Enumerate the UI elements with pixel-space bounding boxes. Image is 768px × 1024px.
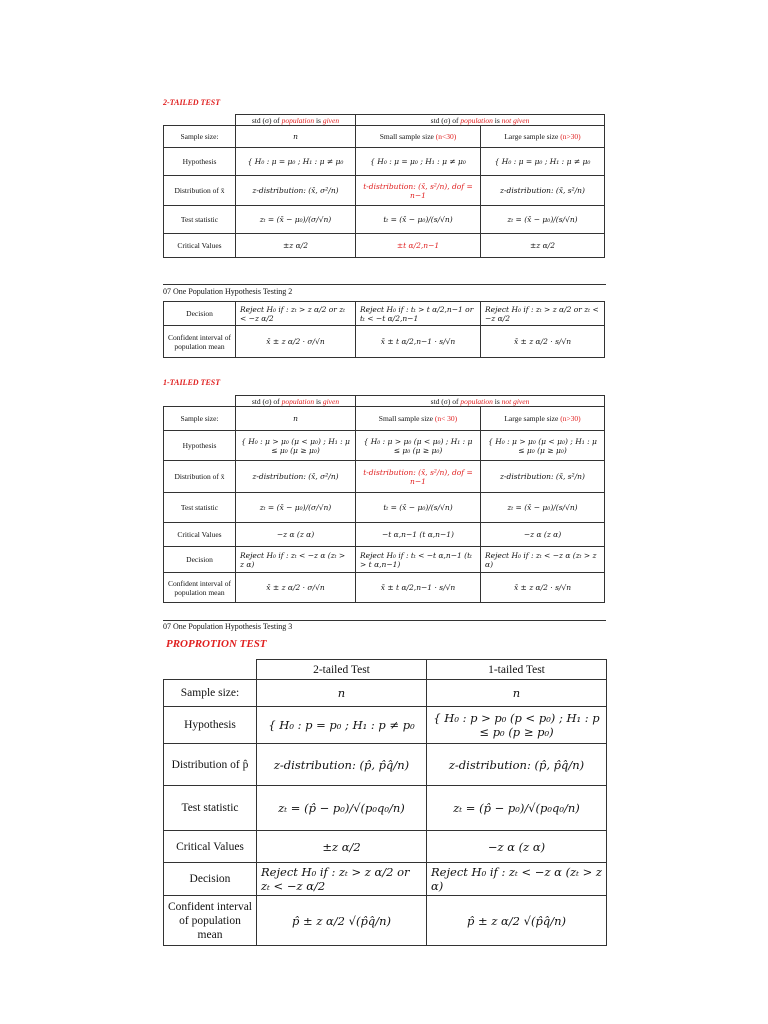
cell-large-sample: Large sample size (n>30) bbox=[481, 407, 605, 431]
cell-test-statistic: tₜ = (x̄ − μ₀)/(s/√n) bbox=[356, 493, 481, 523]
cell-test-statistic: zₜ = (p̂ − p₀)/√(p₀q₀/n) bbox=[427, 786, 607, 831]
header-given: std (σ) of population is given bbox=[236, 115, 356, 126]
cell-hypothesis: { H₀ : μ = μ₀ ; H₁ : μ ≠ μ₀ bbox=[356, 148, 481, 176]
row-label: Confident interval of population mean bbox=[164, 326, 236, 358]
cell-hypothesis: { H₀ : μ > μ₀ (μ < μ₀) ; H₁ : μ ≤ μ₀ (μ ≥ μ₀) bbox=[481, 431, 605, 461]
row-label: Hypothesis bbox=[164, 707, 257, 744]
cell-decision: Reject H₀ if : tₜ > t α/2,n−1 or tₜ < −t α/2,n−1 bbox=[356, 302, 481, 326]
page-divider bbox=[163, 620, 606, 621]
cell-sample-size: n bbox=[427, 680, 607, 707]
row-label: Decision bbox=[164, 863, 257, 896]
cell-distribution: t-distribution: (x̄, s²/n), dof = n−1 bbox=[356, 461, 481, 493]
row-label: Sample size: bbox=[164, 680, 257, 707]
row-label: Sample size: bbox=[164, 126, 236, 148]
cell-distribution: z-distribution: (x̄, σ²/n) bbox=[236, 461, 356, 493]
cell-critical-values: ±z α/2 bbox=[257, 831, 427, 863]
cell-test-statistic: zₜ = (x̄ − μ₀)/(s/√n) bbox=[481, 206, 605, 234]
cell-critical-values: −t α,n−1 (t α,n−1) bbox=[356, 523, 481, 547]
cell-critical-values: −z α (z α) bbox=[481, 523, 605, 547]
cell-distribution: z-distribution: (p̂, p̂q̂/n) bbox=[257, 744, 427, 786]
cell-decision: Reject H₀ if : zₜ < −z α (zₜ > z α) bbox=[427, 863, 607, 896]
cell-critical-values: ±z α/2 bbox=[236, 234, 356, 258]
cell-decision: Reject H₀ if : zₜ > z α/2 or zₜ < −z α/2 bbox=[236, 302, 356, 326]
corner-cell bbox=[164, 660, 257, 680]
row-label: Hypothesis bbox=[164, 148, 236, 176]
cell-hypothesis: { H₀ : p > p₀ (p < p₀) ; H₁ : p ≤ p₀ (p ≥ p₀) bbox=[427, 707, 607, 744]
cell-confidence-interval: x̄ ± t α/2,n−1 · s/√n bbox=[356, 573, 481, 603]
cell-decision: Reject H₀ if : tₜ < −t α,n−1 (tₜ > t α,n−1) bbox=[356, 547, 481, 573]
cell-critical-values: −z α (z α) bbox=[427, 831, 607, 863]
two-tailed-continued-table bbox=[163, 301, 605, 358]
cell-distribution: z-distribution: (x̄, σ²/n) bbox=[236, 176, 356, 206]
two-tailed-table bbox=[163, 114, 605, 258]
two-tailed-title: 2-TAILED TEST bbox=[163, 98, 221, 107]
cell-decision: Reject H₀ if : zₜ > z α/2 or zₜ < −z α/2 bbox=[257, 863, 427, 896]
cell-distribution: z-distribution: (x̄, s²/n) bbox=[481, 176, 605, 206]
cell-sample-size: n bbox=[257, 680, 427, 707]
cell-distribution: t-distribution: (x̄, s²/n), dof = n−1 bbox=[356, 176, 481, 206]
row-label: Test statistic bbox=[164, 206, 236, 234]
header-not-given: std (σ) of population is not given bbox=[356, 115, 605, 126]
cell-decision: Reject H₀ if : zₜ < −z α (zₜ > z α) bbox=[236, 547, 356, 573]
cell-test-statistic: zₜ = (x̄ − μ₀)/(s/√n) bbox=[481, 493, 605, 523]
cell-hypothesis: { H₀ : μ = μ₀ ; H₁ : μ ≠ μ₀ bbox=[236, 148, 356, 176]
page-divider bbox=[163, 284, 606, 285]
header-one-tailed: 1-tailed Test bbox=[427, 660, 607, 680]
cell-small-sample: Small sample size (n<30) bbox=[356, 126, 481, 148]
row-label: Critical Values bbox=[164, 831, 257, 863]
row-label: Sample size: bbox=[164, 407, 236, 431]
cell-sample-size: n bbox=[236, 407, 356, 431]
row-label: Confident interval of population mean bbox=[164, 896, 257, 946]
row-label: Distribution of x̄ bbox=[164, 461, 236, 493]
running-header: 07 One Population Hypothesis Testing 2 bbox=[163, 287, 293, 296]
cell-distribution: z-distribution: (x̄, s²/n) bbox=[481, 461, 605, 493]
cell-hypothesis: { H₀ : μ = μ₀ ; H₁ : μ ≠ μ₀ bbox=[481, 148, 605, 176]
proportion-test-title: PROPROTION TEST bbox=[166, 638, 267, 650]
cell-test-statistic: zₜ = (p̂ − p₀)/√(p₀q₀/n) bbox=[257, 786, 427, 831]
cell-large-sample: Large sample size (n>30) bbox=[481, 126, 605, 148]
row-label: Hypothesis bbox=[164, 431, 236, 461]
cell-decision: Reject H₀ if : zₜ < −z α (zₜ > z α) bbox=[481, 547, 605, 573]
cell-confidence-interval: x̄ ± z α/2 · s/√n bbox=[481, 326, 605, 358]
cell-hypothesis: { H₀ : μ > μ₀ (μ < μ₀) ; H₁ : μ ≤ μ₀ (μ ≥ μ₀) bbox=[236, 431, 356, 461]
cell-critical-values: ±z α/2 bbox=[481, 234, 605, 258]
header-given: std (σ) of population is given bbox=[236, 396, 356, 407]
one-tailed-title: 1-TAILED TEST bbox=[163, 378, 221, 387]
row-label: Decision bbox=[164, 547, 236, 573]
cell-confidence-interval: p̂ ± z α/2 √(p̂q̂/n) bbox=[427, 896, 607, 946]
proportion-table bbox=[163, 659, 607, 946]
row-label: Distribution of p̂ bbox=[164, 744, 257, 786]
cell-decision: Reject H₀ if : zₜ > z α/2 or zₜ < −z α/2 bbox=[481, 302, 605, 326]
row-label: Test statistic bbox=[164, 493, 236, 523]
cell-confidence-interval: x̄ ± z α/2 · σ/√n bbox=[236, 326, 356, 358]
row-label: Confident interval of population mean bbox=[164, 573, 236, 603]
cell-critical-values: −z α (z α) bbox=[236, 523, 356, 547]
cell-distribution: z-distribution: (p̂, p̂q̂/n) bbox=[427, 744, 607, 786]
running-header: 07 One Population Hypothesis Testing 3 bbox=[163, 622, 293, 631]
corner-cell bbox=[164, 115, 236, 126]
cell-hypothesis: { H₀ : p = p₀ ; H₁ : p ≠ p₀ bbox=[257, 707, 427, 744]
row-label: Critical Values bbox=[164, 234, 236, 258]
cell-test-statistic: zₜ = (x̄ − μ₀)/(σ/√n) bbox=[236, 493, 356, 523]
cell-confidence-interval: x̄ ± z α/2 · σ/√n bbox=[236, 573, 356, 603]
cell-test-statistic: tₜ = (x̄ − μ₀)/(s/√n) bbox=[356, 206, 481, 234]
cell-small-sample: Small sample size (n< 30) bbox=[356, 407, 481, 431]
row-label: Critical Values bbox=[164, 523, 236, 547]
row-label: Test statistic bbox=[164, 786, 257, 831]
header-two-tailed: 2-tailed Test bbox=[257, 660, 427, 680]
row-label: Decision bbox=[164, 302, 236, 326]
cell-hypothesis: { H₀ : μ > μ₀ (μ < μ₀) ; H₁ : μ ≤ μ₀ (μ ≥ μ₀) bbox=[356, 431, 481, 461]
one-tailed-table bbox=[163, 395, 605, 603]
cell-test-statistic: zₜ = (x̄ − μ₀)/(σ/√n) bbox=[236, 206, 356, 234]
cell-confidence-interval: x̄ ± z α/2 · s/√n bbox=[481, 573, 605, 603]
header-not-given: std (σ) of population is not given bbox=[356, 396, 605, 407]
cell-critical-values: ±t α/2,n−1 bbox=[356, 234, 481, 258]
row-label: Distribution of x̄ bbox=[164, 176, 236, 206]
corner-cell bbox=[164, 396, 236, 407]
cell-confidence-interval: p̂ ± z α/2 √(p̂q̂/n) bbox=[257, 896, 427, 946]
cell-confidence-interval: x̄ ± t α/2,n−1 · s/√n bbox=[356, 326, 481, 358]
cell-sample-size: n bbox=[236, 126, 356, 148]
